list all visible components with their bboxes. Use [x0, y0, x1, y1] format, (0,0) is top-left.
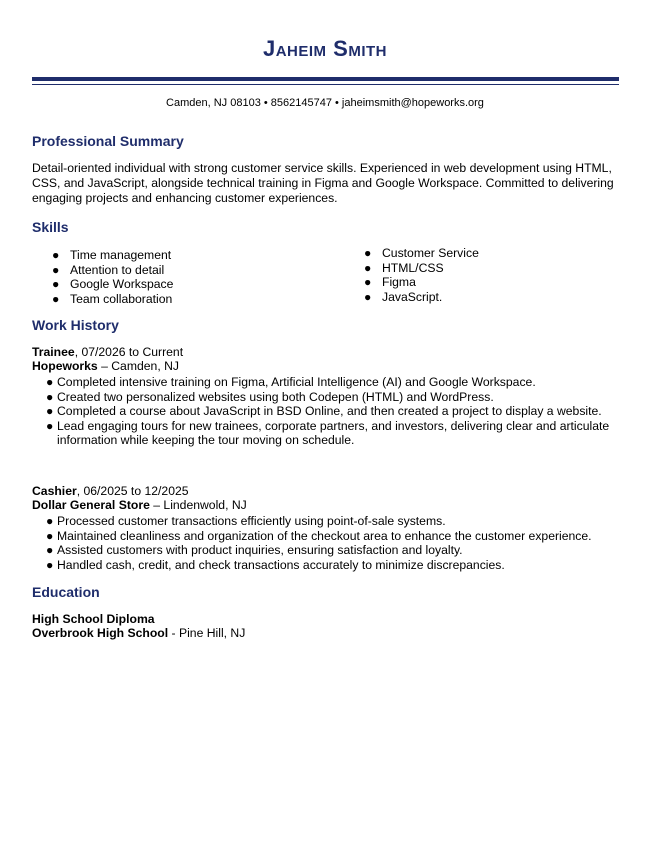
duty-item: ● Processed customer transactions efficiently using point-of-sale systems. [46, 514, 446, 528]
bullet-icon: ● [52, 262, 60, 277]
bullet-icon: ● [364, 246, 372, 260]
bullet-icon: ● [52, 248, 60, 262]
skill-item: ● HTML/CSS [364, 260, 444, 275]
education-heading: Education [32, 584, 100, 600]
skill-item: ● JavaScript. [364, 289, 443, 304]
skill-item: ● Customer Service [364, 246, 479, 260]
job-dates: , 06/2025 to 12/2025 [76, 484, 189, 498]
skill-item: ● Attention to detail [52, 262, 165, 277]
employer-line [32, 359, 179, 374]
bullet-icon: ● [46, 543, 54, 557]
skill-item: ● Google Workspace [52, 277, 174, 291]
skills-heading: Skills [32, 219, 69, 235]
job-duties-list [32, 514, 624, 572]
summary-text: Detail-oriented individual with strong customer service skills. Experienced in web development using HTML, CSS, and JavaScript, alongside technical training in Figma and Google Workspace. Committed to delivering engaging projects and enhancing customer experiences. [32, 161, 614, 205]
bullet-icon: ● [46, 514, 54, 528]
employer-location: – Lindenwold, NJ [149, 498, 247, 512]
school-name: Overbrook High School [32, 626, 169, 640]
employer-name: Dollar General Store [32, 498, 150, 512]
duty-item: ● Assisted customers with product inquiries, ensuring satisfaction and loyalty. [46, 543, 463, 557]
school-location: - Pine Hill, NJ [168, 626, 246, 640]
bullet-icon: ● [364, 275, 372, 289]
skills-list-right [344, 246, 614, 304]
header-rule-thick [32, 77, 619, 81]
duty-item: ● Completed a course about JavaScript in BSD Online, and then created a project to display a website. [46, 404, 602, 418]
skills-list-left [32, 248, 322, 306]
candidate-name: Jaheim Smith [262, 36, 387, 61]
job-duties-list [32, 375, 624, 448]
duty-item: ● Maintained cleanliness and organization of the checkout area to enhance the customer experience. [46, 528, 592, 543]
bullet-icon: ● [52, 277, 60, 291]
job-title-line [32, 484, 189, 499]
duty-item: ● Handled cash, credit, and check transactions accurately to minimize discrepancies. [46, 557, 505, 572]
duty-item: ● Completed intensive training on Figma, Artificial Intelligence (AI) and Google Workspace. [46, 375, 536, 389]
bullet-icon: ● [46, 375, 54, 389]
job-title: Cashier [32, 484, 77, 498]
bullet-icon: ● [46, 528, 54, 543]
bullet-icon: ● [52, 291, 60, 306]
bullet-icon: ● [364, 289, 372, 304]
contact-line: Camden, NJ 08103 • 8562145747 • jaheimsmith@hopeworks.org [166, 97, 484, 109]
employer-location: – Camden, NJ [97, 359, 179, 373]
employer-line [32, 498, 247, 513]
bullet-icon: ● [46, 557, 54, 572]
duty-item: ● Lead engaging tours for new trainees, corporate partners, and investors, delivering clear and articulate information while keeping the tour moving on schedule. [46, 418, 610, 447]
work-history-heading: Work History [32, 317, 119, 333]
job-dates: , 07/2026 to Current [74, 345, 184, 359]
bullet-icon: ● [46, 404, 54, 418]
bullet-icon: ● [46, 389, 54, 404]
degree: High School Diploma [32, 612, 155, 626]
duty-item: ● Created two personalized websites using both Codepen (HTML) and WordPress. [46, 389, 494, 404]
header-rule-thin [32, 84, 619, 85]
school-line [32, 626, 245, 641]
skill-item: ● Time management [52, 248, 172, 262]
job-title: Trainee [32, 345, 75, 359]
skill-item: ● Team collaboration [52, 291, 173, 306]
degree-line [32, 612, 155, 627]
job-title-line [32, 345, 183, 360]
employer-name: Hopeworks [32, 359, 98, 373]
bullet-icon: ● [46, 418, 54, 433]
bullet-icon: ● [364, 260, 372, 275]
summary-heading: Professional Summary [32, 133, 184, 149]
skill-item: ● Figma [364, 275, 416, 289]
